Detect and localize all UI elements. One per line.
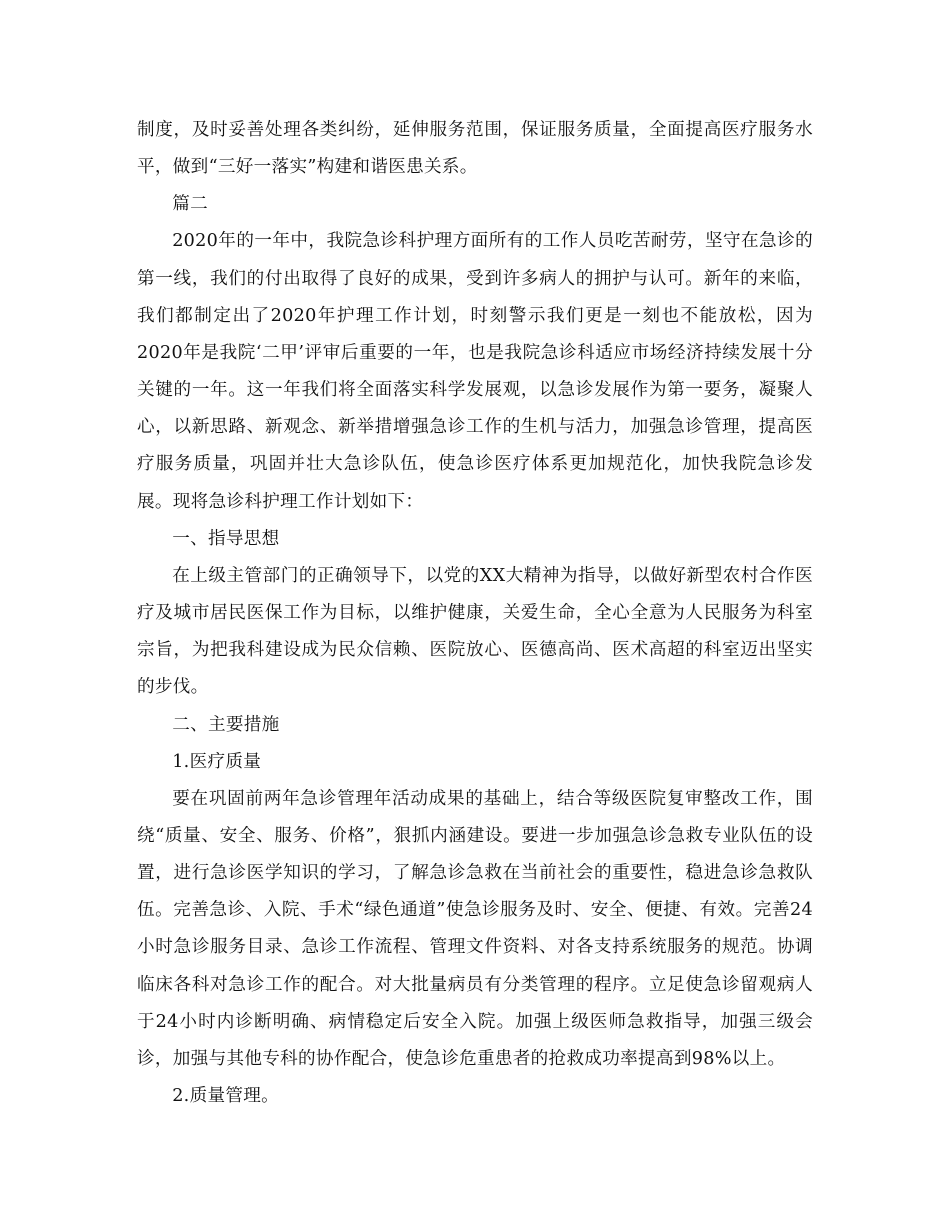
paragraph-intro: 2020年的一年中，我院急诊科护理方面所有的工作人员吃苦耐劳，坚守在急诊的第一线，我们的付出取得了良好的成果，受到许多病人的拥护与认可。新年的来临，我们都制定出了2020年护理工作计划，时刻警示我们更是一刻也不能放松，因为2020年是我院‘二甲’评审后重要的一年，也是我院急诊科适应市场经济持续发展十分关键的一年。这一年我们将全面落实科学发展观，以急诊发展作为第一要务，凝聚人心，以新思路、新观念、新举措增强急诊工作的生机与活力，加强急诊管理，提高医疗服务质量，巩固并壮大急诊队伍，使急诊医疗体系更加规范化，加快我院急诊发展。现将急诊科护理工作计划如下：	[137, 231, 813, 512]
paragraph-continuation: 制度，及时妥善处理各类纠纷，延伸服务范围，保证服务质量，全面提高医疗服务水平，做到“三好一落实”构建和谐医患关系。	[137, 120, 813, 178]
section-heading-pian-er: 篇二	[172, 194, 208, 215]
document-body	[137, 112, 813, 1115]
paragraph-medical-quality: 要在巩固前两年急诊管理年活动成果的基础上，结合等级医院复审整改工作，围绕“质量、安全、服务、价格”，狠抓内涵建设。要进一步加强急诊急救专业队伍的设置，进行急诊医学知识的学习，了解急诊急救在当前社会的重要性，稳进急诊急救队伍。完善急诊、入院、手术“绿色通道”使急诊服务及时、安全、便捷、有效。完善24小时急诊服务目录、急诊工作流程、管理文件资料、对各支持系统服务的规范。协调临床各科对急诊工作的配合。对大批量病员有分类管理的程序。立足使急诊留观病人于24小时内诊断明确、病情稳定后安全入院。加强上级医师急救指导，加强三级会诊，加强与其他专科的协作配合，使急诊危重患者的抢救成功率提高到98%以上。	[137, 788, 813, 1069]
heading-guiding-thought: 一、指导思想	[172, 528, 280, 549]
heading-main-measures: 二、主要措施	[172, 714, 280, 735]
subheading-quality-management: 2.质量管理。	[172, 1086, 280, 1107]
paragraph-guiding-thought: 在上级主管部门的正确领导下，以党的XX大精神为指导，以做好新型农村合作医疗及城市居民医保工作为目标，以维护健康，关爱生命，全心全意为人民服务为科室宗旨，为把我科建设成为民众信赖、医院放心、医德高尚、医术高超的科室迈出坚实的步伐。	[137, 565, 813, 698]
subheading-medical-quality: 1.医疗质量	[172, 751, 262, 772]
